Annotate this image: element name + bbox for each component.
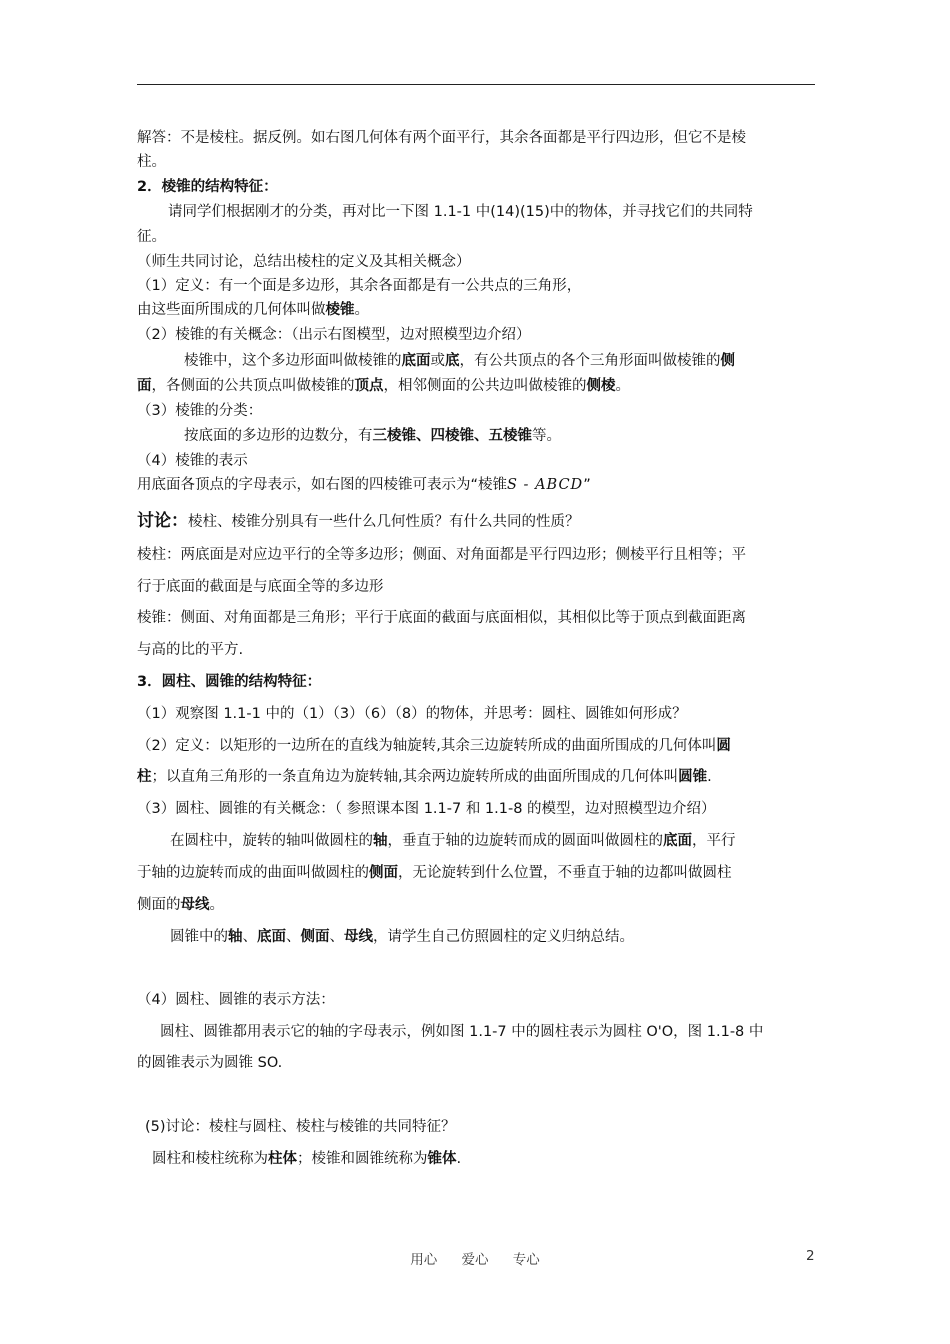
term-bold: 母线 bbox=[344, 929, 373, 945]
text-run: 。 bbox=[615, 378, 630, 394]
term-bold: 底面 bbox=[663, 833, 692, 849]
text-run: . bbox=[707, 769, 712, 785]
notation-line: 的圆锥表示为圆锥 SO. bbox=[137, 1055, 283, 1071]
paragraph-line: （师生共同讨论，总结出棱柱的定义及其相关概念） bbox=[137, 254, 471, 270]
notation-heading: （4）圆柱、圆锥的表示方法： bbox=[137, 992, 335, 1008]
text-run: ，平行 bbox=[692, 833, 736, 849]
concept-line bbox=[170, 927, 860, 947]
paragraph-line: （1）观察图 1.1-1 中的（1）（3）（6）（8）的物体，并思考：圆柱、圆锥如何形成？ bbox=[137, 706, 687, 722]
header-rule bbox=[137, 84, 815, 85]
text-run: 在圆柱中，旋转的轴叫做圆柱的 bbox=[170, 833, 373, 849]
text-run: 侧面的 bbox=[137, 897, 181, 913]
term-bold: 轴 bbox=[373, 833, 388, 849]
section-2-title: 2．棱锥的结构特征： bbox=[137, 179, 278, 195]
term-bold: 侧 bbox=[720, 353, 735, 369]
text-run: ，无论旋转到什么位置，不垂直于轴的边都叫做圆柱 bbox=[398, 865, 732, 881]
discussion-line bbox=[137, 511, 827, 532]
text-run: 按底面的多边形的边数分，有 bbox=[184, 428, 373, 444]
definition-line: （1）定义：有一个面是多边形，其余各面都是有一公共点的三角形， bbox=[137, 278, 582, 294]
text-run: ，请学生自己仿照圆柱的定义归纳总结。 bbox=[373, 929, 634, 945]
term-bold: 圆锥 bbox=[678, 769, 708, 785]
concept-line bbox=[137, 895, 827, 915]
discussion-label: 讨论： bbox=[137, 511, 188, 531]
term-bold: 底 bbox=[445, 353, 460, 369]
term-bold: 轴 bbox=[228, 929, 243, 945]
term-bold: 侧棱 bbox=[586, 378, 616, 394]
text-run: 棱锥中，这个多边形面叫做棱锥的 bbox=[184, 353, 402, 369]
text-run: 于轴的边旋转而成的曲面叫做圆柱的 bbox=[137, 865, 369, 881]
text-run: ，有公共顶点的各个三角形面叫做棱锥的 bbox=[459, 353, 721, 369]
concept-heading: （3）圆柱、圆锥的有关概念：（ 参照课本图 1.1-7 和 1.1-8 的模型，边对照模型边介绍） bbox=[137, 801, 716, 817]
term-bold: 棱锥 bbox=[325, 302, 355, 318]
term-bold: 顶点 bbox=[354, 378, 384, 394]
text-run: ，相邻侧面的公共边叫做棱锥的 bbox=[383, 378, 587, 394]
text-run: 棱柱、棱锥分别具有一些什么几何性质？有什么共同的性质？ bbox=[188, 514, 580, 530]
pyramid-properties-line: 棱锥：侧面、对角面都是三角形；平行于底面的截面与底面相似，其相似比等于顶点到截面距离 bbox=[137, 610, 746, 626]
notation-line bbox=[137, 475, 827, 495]
text-run: ，各侧面的公共顶点叫做棱锥的 bbox=[151, 378, 355, 394]
text-run: ；棱锥和圆锥统称为 bbox=[297, 1151, 428, 1167]
text-run: 用底面各顶点的字母表示，如右图的四棱锥可表示为“棱锥 bbox=[137, 477, 508, 493]
concept-line bbox=[137, 376, 827, 396]
text-run: 、 bbox=[286, 929, 301, 945]
term-bold: 底面 bbox=[401, 353, 431, 369]
term-bold: 圆 bbox=[716, 738, 731, 754]
text-run: 。 bbox=[354, 302, 369, 318]
answer-line-2: 柱。 bbox=[137, 154, 166, 170]
term-bold: 柱体 bbox=[268, 1151, 297, 1167]
page-number: 2 bbox=[806, 1248, 815, 1264]
discussion-question: (5)讨论：棱柱与圆柱、棱柱与棱锥的共同特征？ bbox=[145, 1119, 456, 1135]
definition-line bbox=[137, 767, 827, 787]
text-run: 或 bbox=[430, 353, 445, 369]
term-bold: 柱 bbox=[137, 769, 152, 785]
paragraph-line: 请同学们根据刚才的分类，再对比一下图 1.1-1 中(14)(15)中的物体，并寻找它们的共同特 bbox=[168, 204, 753, 220]
concept-line bbox=[184, 351, 874, 371]
section-3-title: 3．圆柱、圆锥的结构特征： bbox=[137, 674, 322, 690]
text-run: 、 bbox=[242, 929, 257, 945]
answer-line-1: 解答：不是棱柱。据反例。如右图几何体有两个面平行，其余各面都是平行四边形，但它不是棱 bbox=[137, 130, 746, 146]
footer-item: 用心 bbox=[410, 1252, 438, 1268]
term-bold: 侧面 bbox=[369, 865, 398, 881]
text-run: 、 bbox=[329, 929, 344, 945]
notation-line: 圆柱、圆锥都用表示它的轴的字母表示，例如图 1.1-7 中的圆柱表示为圆柱 O'O，图 1.1-8 中 bbox=[160, 1024, 764, 1040]
text-run: 等。 bbox=[532, 428, 561, 444]
text-run: . bbox=[456, 1151, 462, 1167]
text-run: 由这些面所围成的几何体叫做 bbox=[137, 302, 326, 318]
footer-item: 专心 bbox=[512, 1252, 540, 1268]
classification-line bbox=[184, 426, 874, 446]
definition-line bbox=[137, 300, 827, 320]
concept-heading: （2）棱锥的有关概念：（出示右图模型，边对照模型边介绍） bbox=[137, 327, 531, 343]
text-run: 圆柱和棱柱统称为 bbox=[152, 1151, 268, 1167]
paragraph-line: 征。 bbox=[137, 229, 166, 245]
text-run: 圆锥中的 bbox=[170, 929, 228, 945]
math-notation: S - ABCD bbox=[507, 477, 584, 493]
text-run: 。 bbox=[209, 897, 224, 913]
term-bold: 三棱锥、四棱锥、五棱锥 bbox=[372, 428, 532, 444]
pyramid-properties-line: 与高的比的平方. bbox=[137, 642, 244, 658]
text-run: ，垂直于轴的边旋转而成的圆面叫做圆柱的 bbox=[387, 833, 663, 849]
term-bold: 锥体 bbox=[427, 1151, 457, 1167]
concept-line bbox=[137, 863, 827, 883]
text-run: ；以直角三角形的一条直角边为旋转轴,其余两边旋转所成的曲面所围成的几何体叫 bbox=[151, 769, 679, 785]
summary-line bbox=[152, 1149, 842, 1169]
notation-heading: （4）棱锥的表示 bbox=[137, 453, 248, 469]
term-bold: 底面 bbox=[257, 929, 286, 945]
prism-properties-line: 行于底面的截面是与底面全等的多边形 bbox=[137, 579, 384, 595]
text-run: （2）定义：以矩形的一边所在的直线为轴旋转,其余三边旋转所成的曲面所围成的几何体叫 bbox=[137, 738, 717, 754]
concept-line bbox=[170, 831, 860, 851]
term-bold: 母线 bbox=[180, 897, 210, 913]
term-bold: 侧面 bbox=[300, 929, 330, 945]
definition-line bbox=[137, 736, 827, 756]
term-bold: 面 bbox=[137, 378, 152, 394]
classification-heading: （3）棱锥的分类： bbox=[137, 403, 263, 419]
text-run: ” bbox=[583, 477, 591, 493]
footer-item: 爱心 bbox=[461, 1252, 489, 1268]
prism-properties-line: 棱柱：两底面是对应边平行的全等多边形；侧面、对角面都是平行四边形；侧棱平行且相等；平 bbox=[137, 547, 746, 563]
